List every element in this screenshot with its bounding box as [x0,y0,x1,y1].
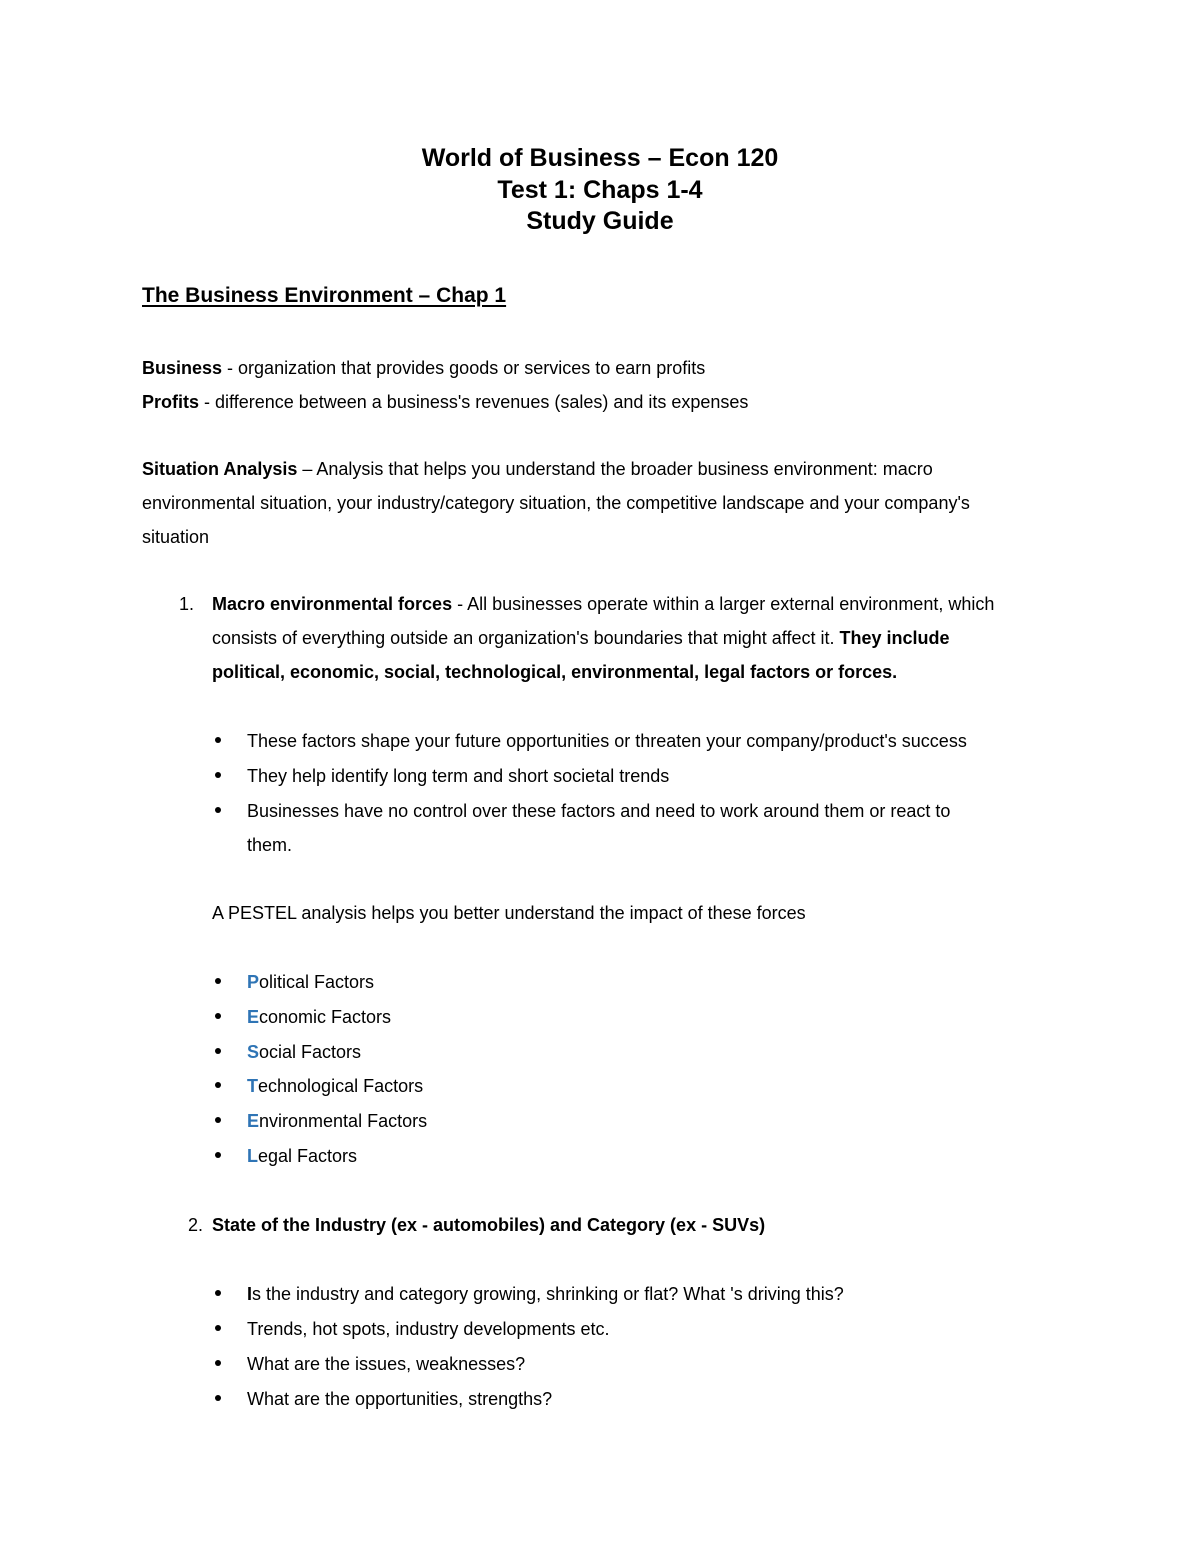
pestel-letter-p: P [247,972,260,992]
def-profits: - difference between a business's revenues (sales) and its expenses [199,392,749,412]
bullet-icon [215,1117,221,1123]
bullet-icon [215,1290,221,1296]
pestel-text: nvironmental Factors [259,1111,428,1131]
pestel-environmental [247,1110,427,1132]
pestel-economic [247,1006,391,1028]
bullet-icon [215,737,221,743]
title-line-3: Study Guide [526,207,674,235]
term-situation: Situation Analysis [142,459,298,479]
pestel-text: ocial Factors [259,1042,362,1062]
item-1-bullet-1: These factors shape your future opportunities or threaten your company/product's success [247,731,967,751]
pestel-letter-e: E [247,1007,260,1027]
item-1-text-1: - All businesses operate within a larger external environment, which [452,594,995,614]
item-1-text-2: consists of everything outside an organization's boundaries that might affect it. [212,628,840,648]
definition-situation-line-3: situation [142,527,210,547]
pestel-text: conomic Factors [259,1007,392,1027]
bullet-icon [215,772,221,778]
definition-profits [142,391,748,413]
pestel-text: olitical Factors [259,972,375,992]
item-1-number: 1. [178,594,194,614]
bullet-icon [215,1325,221,1331]
item-1-term: Macro environmental forces [212,594,453,614]
bullet-icon [215,1013,221,1019]
def-business: - organization that provides goods or services to earn profits [222,358,706,378]
def-situation-1: – Analysis that helps you understand the broader business environment: macro [297,459,933,479]
title-line-1: World of Business – Econ 120 [421,144,779,172]
item-2-bullet-1 [247,1283,844,1305]
pestel-social [247,1041,361,1063]
item-2-bullet-1-text: s the industry and category growing, shrinking or flat? What 's driving this? [252,1284,844,1304]
pestel-letter-s: S [247,1042,260,1062]
term-business: Business [142,358,223,378]
item-2-bullet-4: What are the opportunities, strengths? [247,1389,553,1409]
pestel-letter-e2: E [247,1111,260,1131]
item-1-bullet-2: They help identify long term and short societal trends [247,766,670,786]
item-2-bullet-2: Trends, hot spots, industry developments etc. [247,1319,610,1339]
title-line-2: Test 1: Chaps 1-4 [497,176,703,204]
pestel-technological [247,1075,423,1097]
term-profits: Profits [142,392,200,412]
item-1-line-2 [212,627,950,649]
pestel-text: egal Factors [258,1146,358,1166]
definition-situation-line-2: environmental situation, your industry/category situation, the competitive landscape and your company's [142,493,970,513]
pestel-political [247,971,374,993]
pestel-letter-t: T [247,1076,258,1096]
item-1-bullet-3-cont: them. [247,835,293,855]
item-2-bullet-3: What are the issues, weaknesses? [247,1354,526,1374]
item-1-text-2-bold: They include [839,628,950,648]
item-1-line-1 [212,593,994,615]
bullet-icon [215,1082,221,1088]
pestel-intro: A PESTEL analysis helps you better understand the impact of these forces [212,903,806,923]
bullet-icon [215,978,221,984]
pestel-letter-l: L [247,1146,258,1166]
bullet-icon [215,807,221,813]
definition-business [142,357,705,379]
item-2-number: 2. [187,1215,203,1235]
item-2-bullet-1-letter: I [247,1284,253,1304]
bullet-icon [215,1152,221,1158]
bullet-icon [215,1395,221,1401]
bullet-icon [215,1360,221,1366]
definition-situation-line-1 [142,458,933,480]
item-2-heading: State of the Industry (ex - automobiles) and Category (ex - SUVs) [212,1215,766,1235]
pestel-legal [247,1145,357,1167]
pestel-text: echnological Factors [258,1076,424,1096]
section-heading: The Business Environment – Chap 1 [142,284,507,307]
item-1-line-3: political, economic, social, technological, environmental, legal factors or forces. [212,662,898,682]
item-1-bullet-3: Businesses have no control over these factors and need to work around them or react to [247,801,951,821]
bullet-icon [215,1048,221,1054]
